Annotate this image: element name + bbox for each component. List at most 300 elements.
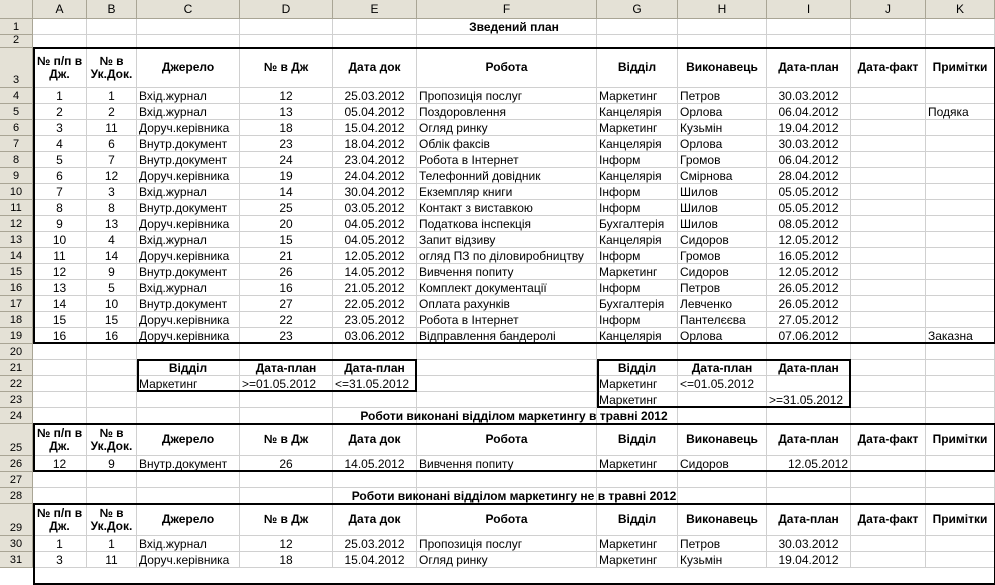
cell-j12[interactable]	[851, 216, 926, 232]
cell-h16[interactable]: Петров	[678, 280, 767, 296]
cell-d9[interactable]: 19	[240, 168, 333, 184]
cell-h22[interactable]: <=01.05.2012	[678, 376, 767, 392]
cell-f17[interactable]: Оплата рахунків	[417, 296, 597, 312]
cell-b26[interactable]: 9	[87, 456, 137, 472]
may-header-8[interactable]: Дата-план	[767, 424, 851, 456]
column-header-h[interactable]: H	[678, 0, 767, 19]
cell-g18[interactable]: Інформ	[597, 312, 678, 328]
cell-f13[interactable]: Запит відзиву	[417, 232, 597, 248]
cell-i22[interactable]	[767, 376, 851, 392]
header-9[interactable]: Дата-факт	[851, 48, 926, 88]
cell-a9[interactable]: 6	[33, 168, 87, 184]
cell-g30[interactable]: Маркетинг	[597, 536, 678, 552]
grid-cell[interactable]	[926, 360, 995, 376]
cell-d21[interactable]: Дата-план	[240, 360, 333, 376]
row-header-22[interactable]: 22	[0, 376, 33, 392]
header-4[interactable]: Дата док	[333, 48, 417, 88]
cell-e11[interactable]: 03.05.2012	[333, 200, 417, 216]
cell-i13[interactable]: 12.05.2012	[767, 232, 851, 248]
grid-cell[interactable]	[33, 344, 87, 360]
not-may-header-2[interactable]: Джерело	[137, 504, 240, 536]
grid-cell[interactable]	[851, 35, 926, 48]
cell-c15[interactable]: Внутр.документ	[137, 264, 240, 280]
cell-f10[interactable]: Екземпляр книги	[417, 184, 597, 200]
cell-h8[interactable]: Громов	[678, 152, 767, 168]
cell-c14[interactable]: Доруч.керівника	[137, 248, 240, 264]
row-header-24[interactable]: 24	[0, 408, 33, 424]
row-header-10[interactable]: 10	[0, 184, 33, 200]
cell-a26[interactable]: 12	[33, 456, 87, 472]
cell-b9[interactable]: 12	[87, 168, 137, 184]
cell-k14[interactable]	[926, 248, 995, 264]
grid-cell[interactable]	[333, 344, 417, 360]
cell-a12[interactable]: 9	[33, 216, 87, 232]
cell-c26[interactable]: Внутр.документ	[137, 456, 240, 472]
cell-c6[interactable]: Доруч.керівника	[137, 120, 240, 136]
row-header-16[interactable]: 16	[0, 280, 33, 296]
cell-i18[interactable]: 27.05.2012	[767, 312, 851, 328]
cell-f6[interactable]: Огляд ринку	[417, 120, 597, 136]
header-1[interactable]: № в Ук.Док.	[87, 48, 137, 88]
column-header-c[interactable]: C	[137, 0, 240, 19]
cell-f26[interactable]: Вивчення попиту	[417, 456, 597, 472]
cell-i7[interactable]: 30.03.2012	[767, 136, 851, 152]
cell-b31[interactable]: 11	[87, 552, 137, 568]
not-may-header-8[interactable]: Дата-план	[767, 504, 851, 536]
cell-i30[interactable]: 30.03.2012	[767, 536, 851, 552]
cell-c21[interactable]: Відділ	[137, 360, 240, 376]
row-header-1[interactable]: 1	[0, 19, 33, 35]
grid-cell[interactable]	[87, 35, 137, 48]
column-header-j[interactable]: J	[851, 0, 926, 19]
cell-d13[interactable]: 15	[240, 232, 333, 248]
cell-c10[interactable]: Вхід.журнал	[137, 184, 240, 200]
cell-k9[interactable]	[926, 168, 995, 184]
row-header-6[interactable]: 6	[0, 120, 33, 136]
may-header-9[interactable]: Дата-факт	[851, 424, 926, 456]
cell-j8[interactable]	[851, 152, 926, 168]
grid-cell[interactable]	[137, 472, 240, 488]
cell-g4[interactable]: Маркетинг	[597, 88, 678, 104]
column-header-k[interactable]: K	[926, 0, 995, 19]
cell-i23[interactable]: >=31.05.2012	[767, 392, 851, 408]
cell-b4[interactable]: 1	[87, 88, 137, 104]
cell-g12[interactable]: Бухгалтерія	[597, 216, 678, 232]
cell-h23[interactable]	[678, 392, 767, 408]
row-header-17[interactable]: 17	[0, 296, 33, 312]
row-header-18[interactable]: 18	[0, 312, 33, 328]
row-header-2[interactable]: 2	[0, 35, 33, 48]
cell-e31[interactable]: 15.04.2012	[333, 552, 417, 568]
cell-k15[interactable]	[926, 264, 995, 280]
not-may-header-1[interactable]: № в Ук.Док.	[87, 504, 137, 536]
cell-f19[interactable]: Відправлення бандеролі	[417, 328, 597, 344]
grid-cell[interactable]	[87, 392, 137, 408]
row-header-8[interactable]: 8	[0, 152, 33, 168]
cell-e18[interactable]: 23.05.2012	[333, 312, 417, 328]
cell-d5[interactable]: 13	[240, 104, 333, 120]
grid-cell[interactable]	[417, 392, 597, 408]
cell-c31[interactable]: Доруч.керівника	[137, 552, 240, 568]
header-5[interactable]: Робота	[417, 48, 597, 88]
cell-c30[interactable]: Вхід.журнал	[137, 536, 240, 552]
cell-a4[interactable]: 1	[33, 88, 87, 104]
cell-h18[interactable]: Пантелєєва	[678, 312, 767, 328]
cell-i5[interactable]: 06.04.2012	[767, 104, 851, 120]
not-may-header-6[interactable]: Відділ	[597, 504, 678, 536]
cell-g15[interactable]: Маркетинг	[597, 264, 678, 280]
row-header-20[interactable]: 20	[0, 344, 33, 360]
grid-cell[interactable]	[33, 392, 87, 408]
cell-b12[interactable]: 13	[87, 216, 137, 232]
grid-cell[interactable]	[240, 472, 333, 488]
cell-d30[interactable]: 12	[240, 536, 333, 552]
cell-j10[interactable]	[851, 184, 926, 200]
cell-j13[interactable]	[851, 232, 926, 248]
cell-k31[interactable]	[926, 552, 995, 568]
grid-cell[interactable]	[417, 472, 597, 488]
cell-b6[interactable]: 11	[87, 120, 137, 136]
row-header-21[interactable]: 21	[0, 360, 33, 376]
cell-d16[interactable]: 16	[240, 280, 333, 296]
cell-f5[interactable]: Поздоровлення	[417, 104, 597, 120]
cell-e22[interactable]: <=31.05.2012	[333, 376, 417, 392]
cell-e19[interactable]: 03.06.2012	[333, 328, 417, 344]
row-header-25[interactable]: 25	[0, 424, 33, 456]
grid-cell[interactable]	[417, 360, 597, 376]
cell-b14[interactable]: 14	[87, 248, 137, 264]
grid-cell[interactable]	[926, 472, 995, 488]
not-may-header-0[interactable]: № п/п в Дж.	[33, 504, 87, 536]
grid-cell[interactable]	[678, 35, 767, 48]
grid-cell[interactable]	[851, 360, 926, 376]
cell-b17[interactable]: 10	[87, 296, 137, 312]
header-8[interactable]: Дата-план	[767, 48, 851, 88]
cell-c4[interactable]: Вхід.журнал	[137, 88, 240, 104]
cell-i19[interactable]: 07.06.2012	[767, 328, 851, 344]
cell-h19[interactable]: Орлова	[678, 328, 767, 344]
cell-c22[interactable]: Маркетинг	[137, 376, 240, 392]
cell-f18[interactable]: Робота в Інтернет	[417, 312, 597, 328]
cell-e6[interactable]: 15.04.2012	[333, 120, 417, 136]
grid-cell[interactable]	[333, 392, 417, 408]
cell-e21[interactable]: Дата-план	[333, 360, 417, 376]
cell-a11[interactable]: 8	[33, 200, 87, 216]
grid-cell[interactable]	[333, 35, 417, 48]
header-6[interactable]: Відділ	[597, 48, 678, 88]
cell-g16[interactable]: Інформ	[597, 280, 678, 296]
cell-j26[interactable]	[851, 456, 926, 472]
grid-cell[interactable]	[597, 344, 678, 360]
column-header-i[interactable]: I	[767, 0, 851, 19]
cell-d31[interactable]: 18	[240, 552, 333, 568]
cell-f14[interactable]: огляд ПЗ по діловиробництву	[417, 248, 597, 264]
cell-j19[interactable]	[851, 328, 926, 344]
cell-c9[interactable]: Доруч.керівника	[137, 168, 240, 184]
cell-d4[interactable]: 12	[240, 88, 333, 104]
cell-e30[interactable]: 25.03.2012	[333, 536, 417, 552]
cell-f12[interactable]: Податкова інспекція	[417, 216, 597, 232]
not-may-header-9[interactable]: Дата-факт	[851, 504, 926, 536]
cell-k4[interactable]	[926, 88, 995, 104]
cell-e8[interactable]: 23.04.2012	[333, 152, 417, 168]
cell-b5[interactable]: 2	[87, 104, 137, 120]
cell-e26[interactable]: 14.05.2012	[333, 456, 417, 472]
cell-j7[interactable]	[851, 136, 926, 152]
not-may-header-5[interactable]: Робота	[417, 504, 597, 536]
grid-cell[interactable]	[137, 35, 240, 48]
cell-g22[interactable]: Маркетинг	[597, 376, 678, 392]
cell-h6[interactable]: Кузьмін	[678, 120, 767, 136]
cell-b19[interactable]: 16	[87, 328, 137, 344]
cell-j14[interactable]	[851, 248, 926, 264]
may-header-10[interactable]: Примітки	[926, 424, 995, 456]
cell-g8[interactable]: Інформ	[597, 152, 678, 168]
cell-h9[interactable]: Смірнова	[678, 168, 767, 184]
header-2[interactable]: Джерело	[137, 48, 240, 88]
cell-f31[interactable]: Огляд ринку	[417, 552, 597, 568]
column-header-b[interactable]: B	[87, 0, 137, 19]
cell-i4[interactable]: 30.03.2012	[767, 88, 851, 104]
cell-i11[interactable]: 05.05.2012	[767, 200, 851, 216]
may-header-7[interactable]: Виконавець	[678, 424, 767, 456]
grid-cell[interactable]	[851, 392, 926, 408]
cell-g19[interactable]: Канцелярія	[597, 328, 678, 344]
cell-e4[interactable]: 25.03.2012	[333, 88, 417, 104]
cell-j9[interactable]	[851, 168, 926, 184]
cell-c13[interactable]: Вхід.журнал	[137, 232, 240, 248]
cell-i17[interactable]: 26.05.2012	[767, 296, 851, 312]
row-header-14[interactable]: 14	[0, 248, 33, 264]
cell-e16[interactable]: 21.05.2012	[333, 280, 417, 296]
cell-a31[interactable]: 3	[33, 552, 87, 568]
cell-k7[interactable]	[926, 136, 995, 152]
row-header-26[interactable]: 26	[0, 456, 33, 472]
cell-a10[interactable]: 7	[33, 184, 87, 200]
grid-cell[interactable]	[333, 472, 417, 488]
cell-d15[interactable]: 26	[240, 264, 333, 280]
cell-e10[interactable]: 30.04.2012	[333, 184, 417, 200]
column-header-f[interactable]: F	[417, 0, 597, 19]
row-header-31[interactable]: 31	[0, 552, 33, 568]
cell-a13[interactable]: 10	[33, 232, 87, 248]
cell-f30[interactable]: Пропозиція послуг	[417, 536, 597, 552]
cell-e7[interactable]: 18.04.2012	[333, 136, 417, 152]
cell-i15[interactable]: 12.05.2012	[767, 264, 851, 280]
cell-g17[interactable]: Бухгалтерія	[597, 296, 678, 312]
not-may-header-3[interactable]: № в Дж	[240, 504, 333, 536]
column-header-g[interactable]: G	[597, 0, 678, 19]
cell-b15[interactable]: 9	[87, 264, 137, 280]
grid-cell[interactable]	[87, 360, 137, 376]
grid-cell[interactable]	[87, 376, 137, 392]
grid-cell[interactable]	[87, 472, 137, 488]
cell-i16[interactable]: 26.05.2012	[767, 280, 851, 296]
grid-cell[interactable]	[851, 344, 926, 360]
row-header-5[interactable]: 5	[0, 104, 33, 120]
cell-j5[interactable]	[851, 104, 926, 120]
cell-b30[interactable]: 1	[87, 536, 137, 552]
grid-cell[interactable]	[597, 472, 678, 488]
cell-a6[interactable]: 3	[33, 120, 87, 136]
cell-f4[interactable]: Пропозиція послуг	[417, 88, 597, 104]
cell-g21[interactable]: Відділ	[597, 360, 678, 376]
may-header-0[interactable]: № п/п в Дж.	[33, 424, 87, 456]
cell-b8[interactable]: 7	[87, 152, 137, 168]
cell-i8[interactable]: 06.04.2012	[767, 152, 851, 168]
cell-a8[interactable]: 5	[33, 152, 87, 168]
row-header-7[interactable]: 7	[0, 136, 33, 152]
grid-cell[interactable]	[33, 376, 87, 392]
cell-k26[interactable]	[926, 456, 995, 472]
grid-cell[interactable]	[678, 344, 767, 360]
cell-h14[interactable]: Громов	[678, 248, 767, 264]
grid-cell[interactable]	[678, 472, 767, 488]
grid-cell[interactable]	[417, 35, 597, 48]
row-header-15[interactable]: 15	[0, 264, 33, 280]
grid-cell[interactable]	[767, 35, 851, 48]
cell-a15[interactable]: 12	[33, 264, 87, 280]
grid-cell[interactable]	[926, 344, 995, 360]
cell-d14[interactable]: 21	[240, 248, 333, 264]
cell-j16[interactable]	[851, 280, 926, 296]
column-header-a[interactable]: A	[33, 0, 87, 19]
cell-j4[interactable]	[851, 88, 926, 104]
cell-i12[interactable]: 08.05.2012	[767, 216, 851, 232]
cell-k11[interactable]	[926, 200, 995, 216]
cell-a19[interactable]: 16	[33, 328, 87, 344]
cell-e12[interactable]: 04.05.2012	[333, 216, 417, 232]
may-header-1[interactable]: № в Ук.Док.	[87, 424, 137, 456]
cell-a14[interactable]: 11	[33, 248, 87, 264]
cell-a7[interactable]: 4	[33, 136, 87, 152]
cell-k17[interactable]	[926, 296, 995, 312]
cell-k16[interactable]	[926, 280, 995, 296]
cell-g9[interactable]: Канцелярія	[597, 168, 678, 184]
cell-k19[interactable]: Заказна	[926, 328, 995, 344]
cell-d6[interactable]: 18	[240, 120, 333, 136]
cell-h11[interactable]: Шилов	[678, 200, 767, 216]
cell-k13[interactable]	[926, 232, 995, 248]
cell-b13[interactable]: 4	[87, 232, 137, 248]
header-10[interactable]: Примітки	[926, 48, 995, 88]
grid-cell[interactable]	[851, 376, 926, 392]
cell-i26[interactable]: 12.05.2012	[767, 456, 851, 472]
cell-j31[interactable]	[851, 552, 926, 568]
grid-cell[interactable]	[33, 35, 87, 48]
row-header-11[interactable]: 11	[0, 200, 33, 216]
cell-d7[interactable]: 23	[240, 136, 333, 152]
cell-g10[interactable]: Інформ	[597, 184, 678, 200]
cell-h10[interactable]: Шилов	[678, 184, 767, 200]
cell-g23[interactable]: Маркетинг	[597, 392, 678, 408]
cell-c19[interactable]: Доруч.керівника	[137, 328, 240, 344]
not-may-header-10[interactable]: Примітки	[926, 504, 995, 536]
select-all-corner[interactable]	[0, 0, 33, 19]
not-may-header-7[interactable]: Виконавець	[678, 504, 767, 536]
row-header-23[interactable]: 23	[0, 392, 33, 408]
cell-k10[interactable]	[926, 184, 995, 200]
cell-d11[interactable]: 25	[240, 200, 333, 216]
row-header-27[interactable]: 27	[0, 472, 33, 488]
cell-f15[interactable]: Вивчення попиту	[417, 264, 597, 280]
cell-b7[interactable]: 6	[87, 136, 137, 152]
cell-i14[interactable]: 16.05.2012	[767, 248, 851, 264]
cell-b16[interactable]: 5	[87, 280, 137, 296]
cell-i9[interactable]: 28.04.2012	[767, 168, 851, 184]
cell-h21[interactable]: Дата-план	[678, 360, 767, 376]
row-header-28[interactable]: 28	[0, 488, 33, 504]
cell-i10[interactable]: 05.05.2012	[767, 184, 851, 200]
grid-cell[interactable]	[137, 344, 240, 360]
cell-j11[interactable]	[851, 200, 926, 216]
cell-d19[interactable]: 23	[240, 328, 333, 344]
grid-cell[interactable]	[926, 376, 995, 392]
cell-e14[interactable]: 12.05.2012	[333, 248, 417, 264]
cell-h7[interactable]: Орлова	[678, 136, 767, 152]
cell-k18[interactable]	[926, 312, 995, 328]
row-header-30[interactable]: 30	[0, 536, 33, 552]
cell-d10[interactable]: 14	[240, 184, 333, 200]
cell-j30[interactable]	[851, 536, 926, 552]
cell-f8[interactable]: Робота в Інтернет	[417, 152, 597, 168]
cell-d8[interactable]: 24	[240, 152, 333, 168]
cell-a16[interactable]: 13	[33, 280, 87, 296]
cell-c16[interactable]: Вхід.журнал	[137, 280, 240, 296]
cell-j15[interactable]	[851, 264, 926, 280]
grid-cell[interactable]	[851, 472, 926, 488]
cell-i31[interactable]: 19.04.2012	[767, 552, 851, 568]
cell-e13[interactable]: 04.05.2012	[333, 232, 417, 248]
cell-k5[interactable]: Подяка	[926, 104, 995, 120]
cell-g7[interactable]: Канцелярія	[597, 136, 678, 152]
cell-i21[interactable]: Дата-план	[767, 360, 851, 376]
cell-g31[interactable]: Маркетинг	[597, 552, 678, 568]
cell-c11[interactable]: Внутр.документ	[137, 200, 240, 216]
row-header-12[interactable]: 12	[0, 216, 33, 232]
grid-cell[interactable]	[417, 376, 597, 392]
cell-d22[interactable]: >=01.05.2012	[240, 376, 333, 392]
cell-j6[interactable]	[851, 120, 926, 136]
cell-g14[interactable]: Інформ	[597, 248, 678, 264]
cell-d17[interactable]: 27	[240, 296, 333, 312]
row-header-3[interactable]: 3	[0, 48, 33, 88]
cell-j18[interactable]	[851, 312, 926, 328]
header-7[interactable]: Виконавець	[678, 48, 767, 88]
cell-h5[interactable]: Орлова	[678, 104, 767, 120]
cell-c8[interactable]: Внутр.документ	[137, 152, 240, 168]
cell-b18[interactable]: 15	[87, 312, 137, 328]
cell-g6[interactable]: Маркетинг	[597, 120, 678, 136]
cell-i6[interactable]: 19.04.2012	[767, 120, 851, 136]
may-header-3[interactable]: № в Дж	[240, 424, 333, 456]
cell-b10[interactable]: 3	[87, 184, 137, 200]
cell-e5[interactable]: 05.04.2012	[333, 104, 417, 120]
cell-a30[interactable]: 1	[33, 536, 87, 552]
grid-cell[interactable]	[240, 344, 333, 360]
grid-cell[interactable]	[87, 344, 137, 360]
not-may-header-4[interactable]: Дата док	[333, 504, 417, 536]
header-0[interactable]: № п/п в Дж.	[33, 48, 87, 88]
cell-h15[interactable]: Сидоров	[678, 264, 767, 280]
cell-k30[interactable]	[926, 536, 995, 552]
row-header-13[interactable]: 13	[0, 232, 33, 248]
row-header-4[interactable]: 4	[0, 88, 33, 104]
cell-g11[interactable]: Інформ	[597, 200, 678, 216]
grid-cell[interactable]	[767, 344, 851, 360]
cell-g13[interactable]: Канцелярія	[597, 232, 678, 248]
cell-c12[interactable]: Доруч.керівника	[137, 216, 240, 232]
